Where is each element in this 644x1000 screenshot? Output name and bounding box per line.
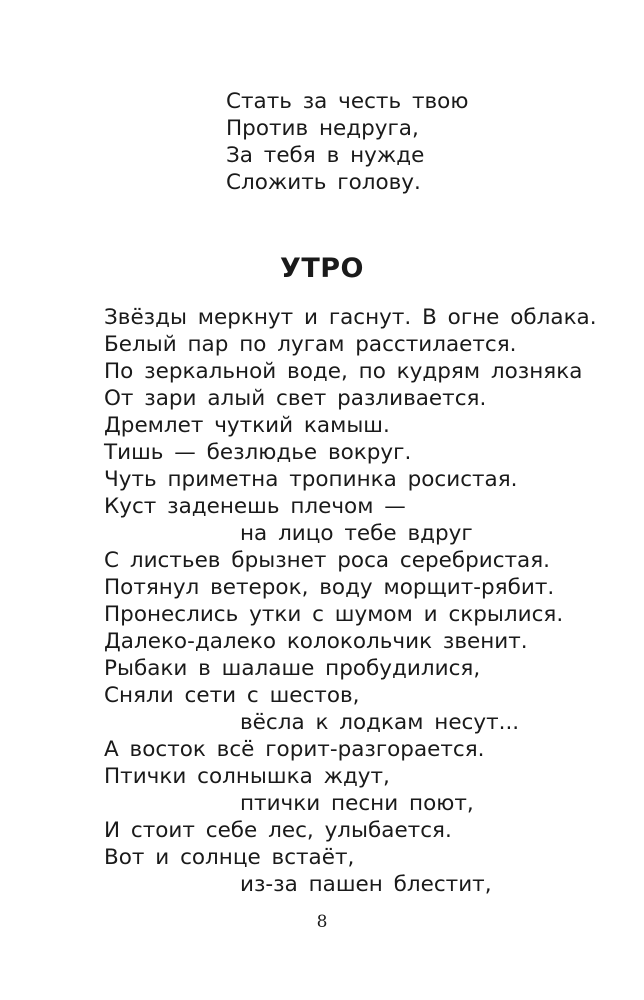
stanza-line: Против недруга, — [226, 116, 419, 141]
poem-line: От зари алый свет разливается. — [104, 386, 487, 411]
poem-line-indented: на лицо тебе вдруг — [240, 521, 473, 546]
poem-line: С листьев брызнет роса серебристая. — [104, 548, 550, 573]
poem-title: УТРО — [280, 253, 364, 284]
stanza-line: Сложить голову. — [226, 170, 421, 195]
poem-line: Потянул ветерок, воду морщит-рябит. — [104, 575, 555, 600]
poem-line: Белый пар по лугам расстилается. — [104, 332, 517, 357]
poem-line-indented: из-за пашен блестит, — [240, 872, 492, 897]
poem-line: Рыбаки в шалаше пробудилися, — [104, 656, 481, 681]
poem-line: И стоит себе лес, улыбается. — [104, 818, 452, 843]
poem-line: Сняли сети с шестов, — [104, 683, 360, 708]
stanza-line: Стать за честь твою — [226, 89, 469, 114]
poem-line: Чуть приметна тропинка росистая. — [104, 467, 518, 492]
poem-line: Далеко-далеко колокольчик звенит. — [104, 629, 528, 654]
poem-line: Вот и солнце встаёт, — [104, 845, 355, 870]
poem-line: Тишь — безлюдье вокруг. — [104, 440, 412, 465]
poem-line: Пронеслись утки с шумом и скрылися. — [104, 602, 564, 627]
poem-line: А восток всё горит-разгорается. — [104, 737, 485, 762]
poem-line: Дремлет чуткий камыш. — [104, 413, 390, 438]
poem-line-indented: вёсла к лодкам несут... — [240, 710, 520, 735]
poem-line: Звёзды меркнут и гаснут. В огне облака. — [104, 305, 597, 330]
poem-line: По зеркальной воде, по кудрям лозняка — [104, 359, 583, 384]
poem-line: Куст заденешь плечом — — [104, 494, 406, 519]
stanza-line: За тебя в нужде — [226, 143, 425, 168]
poem-line: Птички солнышка ждут, — [104, 764, 390, 789]
poem-line-indented: птички песни поют, — [240, 791, 474, 816]
page-number: 8 — [316, 912, 328, 932]
